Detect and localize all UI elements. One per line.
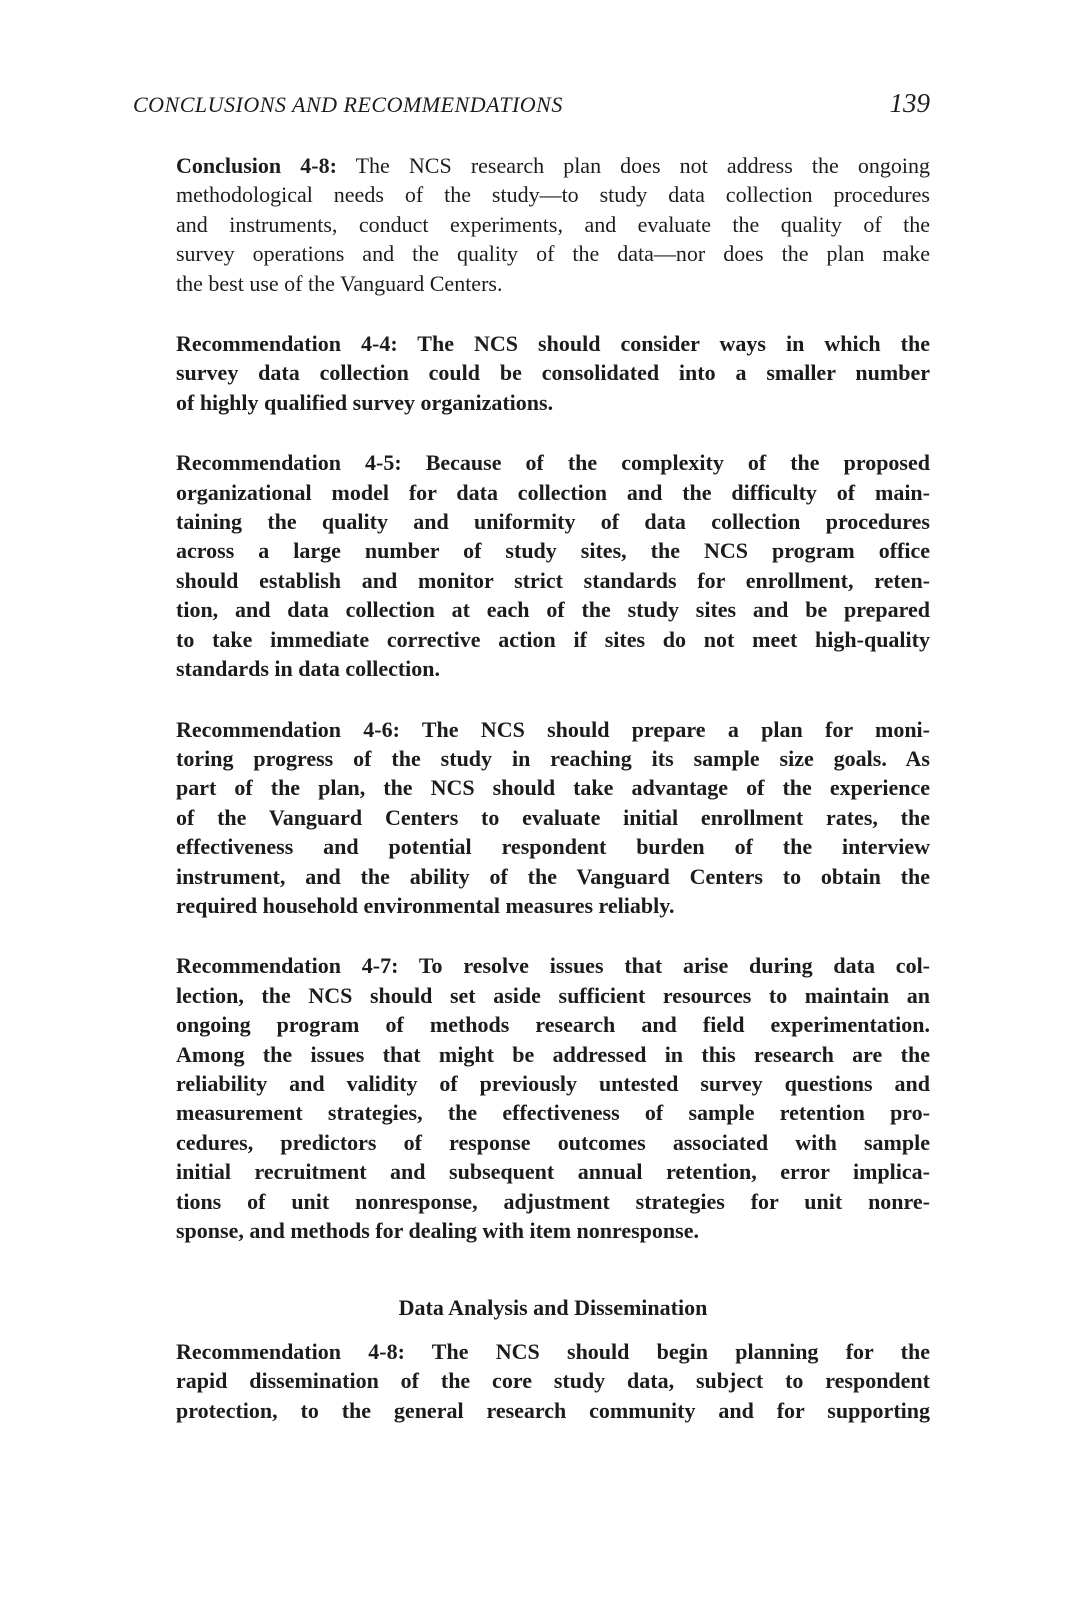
text-line: Recommendation 4-6: The NCS should prepare a plan for moni- xyxy=(176,716,930,742)
paragraph-label: Recommendation 4-4: xyxy=(176,331,398,357)
text-line: required household environmental measures reliably. xyxy=(176,892,675,918)
paragraph-recommendation-4-7 xyxy=(176,951,930,1245)
text-line: Recommendation 4-5: Because of the complexity of the proposed xyxy=(176,450,930,476)
text-line: organizational model for data collection and the difficulty of main- xyxy=(176,479,930,505)
text-line: should establish and monitor strict standards for enrollment, reten- xyxy=(176,567,930,593)
running-head-title: CONCLUSIONS AND RECOMMENDATIONS xyxy=(133,92,563,117)
text-line: sponse, and methods for dealing with item nonresponse. xyxy=(176,1218,699,1243)
paragraph-label: Recommendation 4-8: xyxy=(176,1338,405,1364)
paragraph-recommendation-4-8 xyxy=(176,1337,930,1425)
text-line: standards in data collection. xyxy=(176,656,441,682)
text-line: survey operations and the quality of the data—nor does the plan make xyxy=(176,241,930,267)
text-line: Recommendation 4-4: The NCS should consider ways in which the xyxy=(176,331,930,357)
text-line: taining the quality and uniformity of data collection procedures xyxy=(176,509,930,535)
text-line: ongoing program of methods research and field experimentation. xyxy=(176,1012,930,1038)
text-line: cedures, predictors of response outcomes associated with sample xyxy=(176,1129,930,1155)
text-line: and instruments, conduct experiments, and evaluate the quality of the xyxy=(176,211,930,237)
text-line: Recommendation 4-7: To resolve issues that arise during data col- xyxy=(176,953,931,979)
text-line: the best use of the Vanguard Centers. xyxy=(176,270,503,296)
paragraph-recommendation-4-6 xyxy=(176,715,930,921)
text-line: Among the issues that might be addressed in this research are the xyxy=(176,1041,930,1067)
section-heading-data-analysis: Data Analysis and Dissemination xyxy=(398,1295,708,1321)
text-line: of the Vanguard Centers to evaluate initial enrollment rates, the xyxy=(176,804,930,830)
paragraph-conclusion-4-8 xyxy=(176,151,930,298)
text-line: effectiveness and potential respondent burden of the interview xyxy=(176,834,930,860)
text-line: methodological needs of the study—to study data collection procedures xyxy=(176,182,930,208)
paragraph-label: Recommendation 4-7: xyxy=(176,953,399,979)
text-line: rapid dissemination of the core study data, subject to respondent xyxy=(176,1368,930,1394)
text-line: tions of unit nonresponse, adjustment strategies for unit nonre- xyxy=(176,1188,930,1214)
paragraph-recommendation-4-4 xyxy=(176,329,930,417)
paragraph-label: Recommendation 4-6: xyxy=(176,716,400,742)
text-line: reliability and validity of previously untested survey questions and xyxy=(176,1070,930,1096)
text-line: toring progress of the study in reaching its sample size goals. As xyxy=(176,745,930,771)
text-line: initial recruitment and subsequent annual retention, error implica- xyxy=(176,1159,930,1185)
text-line: measurement strategies, the effectiveness of sample retention pro- xyxy=(176,1100,930,1126)
text-line: across a large number of study sites, the NCS program office xyxy=(176,538,930,564)
paragraph-label: Recommendation 4-5: xyxy=(176,450,402,476)
text-line: part of the plan, the NCS should take advantage of the experience xyxy=(176,775,930,801)
text-line: protection, to the general research community and for supporting xyxy=(176,1397,930,1423)
running-header xyxy=(133,88,930,119)
text-line: Recommendation 4-8: The NCS should begin planning for the xyxy=(176,1338,930,1364)
text-line: instrument, and the ability of the Vanguard Centers to obtain the xyxy=(176,863,930,889)
text-line: of highly qualified survey organizations. xyxy=(176,389,554,415)
paragraph-recommendation-4-5 xyxy=(176,448,930,683)
text-line: survey data collection could be consolidated into a smaller number xyxy=(176,360,930,386)
text-line: to take immediate corrective action if sites do not meet high-quality xyxy=(176,626,930,652)
page-body xyxy=(176,151,930,1456)
text-line: Conclusion 4-8: The NCS research plan does not address the ongoing xyxy=(176,153,930,178)
text-line: lection, the NCS should set aside sufficient resources to maintain an xyxy=(176,982,930,1008)
page-number: 139 xyxy=(889,88,930,118)
text-line: tion, and data collection at each of the study sites and be prepared xyxy=(176,597,930,623)
paragraph-label: Conclusion 4-8: xyxy=(176,153,337,178)
